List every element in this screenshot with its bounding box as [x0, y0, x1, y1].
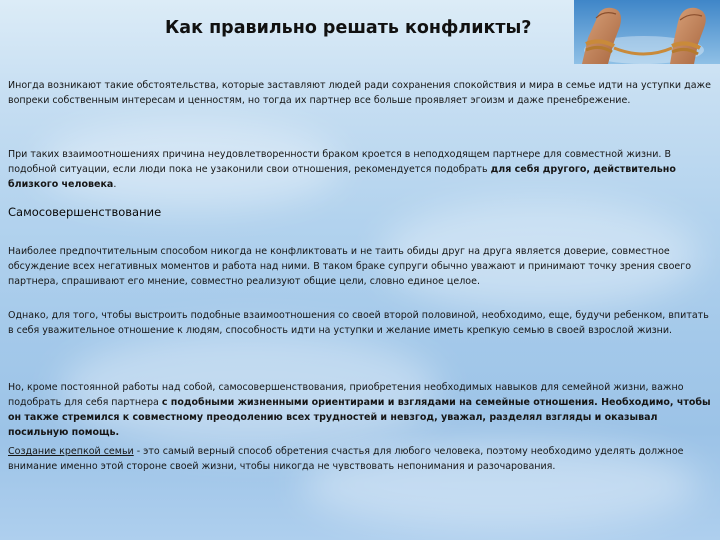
slide-title: Как правильно решать конфликты?: [165, 18, 532, 38]
paragraph-intro: Иногда возникают такие обстоятельства, которые заставляют людей ради сохранения спокойствия и мира в семье идти на уступки даже вопреки собственным интересам и ценностям, но тогда их партнер все больше проявляет эгоизм и даже пренебрежение.: [8, 80, 711, 106]
bold-phrase: для себя другого, действительно близкого человека: [8, 164, 676, 190]
paragraph-trust: Наиболее предпочтительным способом никогда не конфликтовать и не таить обиды друг на друга является доверие, совместное обсуждение всех негативных моментов и работа над ними. В таком браке супруги обычно уважают и принимают точку зрения своего партнера, спрашивают его мнение, совместно реализуют общие цели, словно единое целое.: [8, 246, 692, 287]
bold-phrase: с подобными жизненными ориентирами и взглядами на семейные отношения. Необходимо, чтобы он также стремился к совместному преодолению всех трудностей и невзгод, уважал, разделял взгляды и оказывал посильную помощь.: [8, 397, 711, 438]
section-heading: Самосовершенствование: [8, 205, 162, 219]
paragraph-self-improvement: Но, кроме постоянной работы над собой, самосовершенствования, приобретения необходимых навыков для семейной жизни, важно подобрать для себя партнера с подобными жизненными ориентирами и взглядами на семейные отношения. Необходимо, чтобы он также стремился к совместному преодолению всех трудностей и невзгод, уважал, разделял взгляды и оказывал посильную помощь.: [8, 382, 711, 438]
paragraph-upbringing: Однако, для того, чтобы выстроить подобные взаимоотношения со своей второй половиной, необходимо, еще, будучи ребенком, впитать в себя уважительное отношение к людям, способность идти на уступки и желание иметь крепкую семью в своей взрослой жизни.: [8, 310, 709, 336]
paragraph-partner-choice: При таких взаимоотношениях причина неудовлетворенности браком кроется в неподходящем партнере для совместной жизни. В подобной ситуации, если люди пока не узаконили свои отношения, рекомендуется подобрать для себя другого, действительно близкого человека.: [8, 149, 676, 190]
underlined-phrase: Создание крепкой семьи: [8, 446, 134, 457]
bound-hands-rope-icon: [574, 0, 720, 64]
paragraph-strong-family: Создание крепкой семьи - это самый верный способ обретения счастья для любого человека, поэтому необходимо уделять должное внимание именно этой стороне своей жизни, чтобы никогда не чувствовать непонимания и разочарования.: [8, 446, 684, 472]
